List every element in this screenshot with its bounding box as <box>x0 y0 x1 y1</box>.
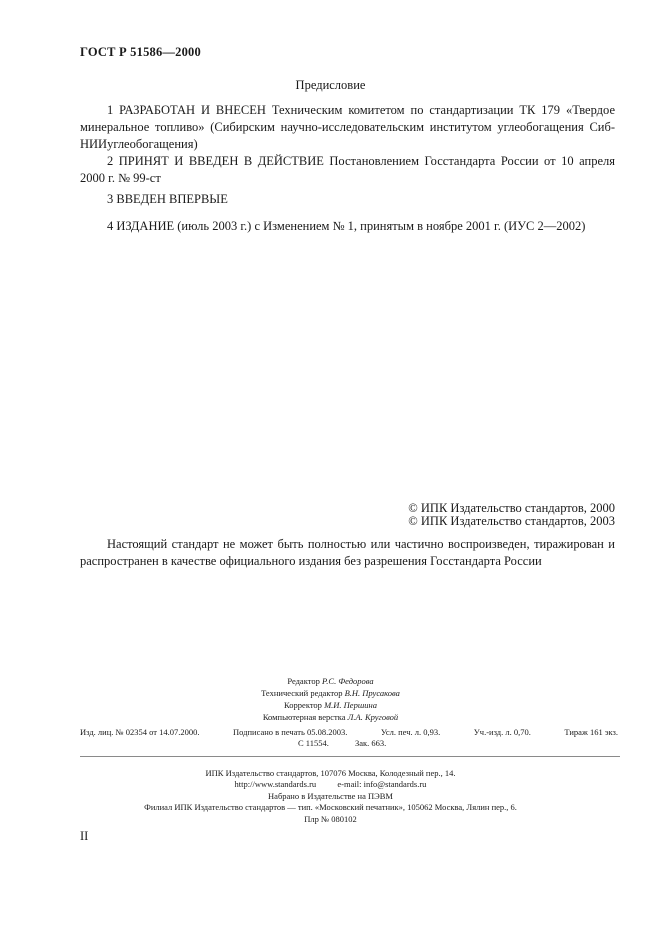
printer-license: Плр № 080102 <box>304 813 357 824</box>
publication-details-2 <box>298 738 410 748</box>
publisher-block <box>0 768 661 825</box>
print-run: Тираж 161 экз. <box>564 727 618 737</box>
foreword-item-4: 4 ИЗДАНИЕ (июль 2003 г.) с Изменением № 1, принятым в ноябре 2001 г. (ИУС 2—2002) <box>107 219 586 233</box>
divider <box>80 756 620 757</box>
credit-corrector: Корректор М.И. Першина <box>284 700 377 710</box>
pub-sheets: Уч.-изд. л. 0,70. <box>473 727 531 737</box>
copyright-2000: © ИПК Издательство стандартов, 2000 <box>408 501 615 515</box>
credit-tech-editor: Технический редактор В.Н. Прусакова <box>261 688 400 698</box>
copyright-2003: © ИПК Издательство стандартов, 2003 <box>408 514 615 528</box>
standard-code: ГОСТ Р 51586—2000 <box>80 45 201 59</box>
typeset-note: Набрано в Издательстве на ПЭВМ <box>268 790 393 801</box>
printer-branch: Филиал ИПК Издательство стандартов — тип. «Московский печатник», 105062 Москва, Лялин пер., 6. <box>144 802 517 813</box>
foreword-item-3: 3 ВВЕДЕН ВПЕРВЫЕ <box>107 192 228 206</box>
signed-date: Подписано в печать 05.08.2003. <box>233 727 348 737</box>
publisher-contacts: http://www.standards.ru e-mail: info@standards.ru <box>234 779 427 790</box>
credits-block <box>0 675 661 723</box>
page-title: Предисловие <box>295 78 366 92</box>
foreword-item-1: 1 РАЗРАБОТАН И ВНЕСЕН Техническим комитетом по стандартизации ТК 179 «Твердое минеральное топливо» (Сибирским научно-исследовательским институтом углеобогащения Сиб-НИИуглеобогащения) <box>80 103 615 151</box>
foreword-item-2: 2 ПРИНЯТ И ВВЕДЕН В ДЕЙСТВИЕ Постановлением Госстандарта России от 10 апреля 2000 г. № 99-ст <box>80 154 615 185</box>
publication-details <box>80 727 618 737</box>
credit-editor: Редактор Р.С. Федорова <box>287 676 374 686</box>
license-number: Изд. лиц. № 02354 от 14.07.2000. <box>80 727 200 737</box>
catalog-code: С 11554. <box>298 738 329 748</box>
publisher-address: ИПК Издательство стандартов, 107076 Москва, Колодезный пер., 14. <box>205 768 456 778</box>
page-number: II <box>80 829 89 843</box>
print-sheets: Усл. печ. л. 0,93. <box>380 727 441 737</box>
reproduction-notice: Настоящий стандарт не может быть полностью или частично воспроизведен, тиражирован и распространен в качестве официального издания без разрешения Госстандарта России <box>80 537 615 568</box>
order-number: Зак. 663. <box>354 738 387 748</box>
credit-layout: Компьютерная верстка Л.А. Круговой <box>262 712 399 722</box>
